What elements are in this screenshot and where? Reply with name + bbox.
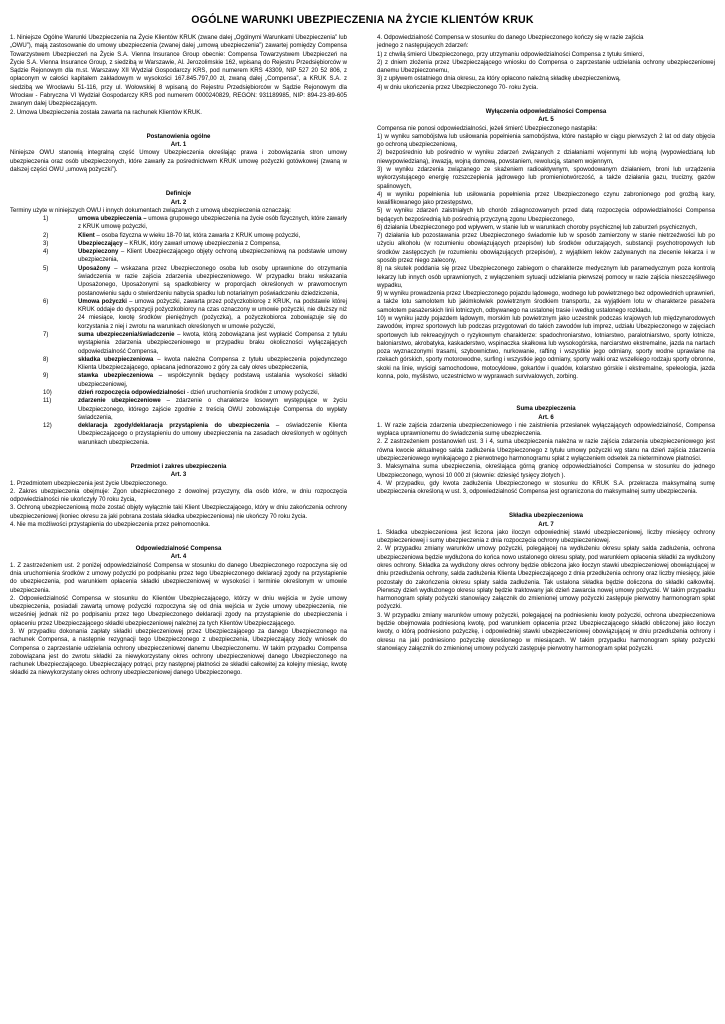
article-3-item: 1. Przedmiotem ubezpieczenia jest życie Ubezpieczonego. (10, 480, 168, 487)
definition-item: 4) Ubezpieczony – Klient Ubezpieczającego objęty ochroną ubezpieczeniową na podstawie umowy ubezpieczenia, (43, 249, 347, 264)
article-4-continued: 1) z chwilą śmierci Ubezpieczonego, przy utrzymaniu odpowiedzialności Compensa z tytułu śmierci, (377, 51, 645, 58)
article-7-label: Art. 7 (538, 521, 554, 528)
right-column (377, 34, 715, 653)
article-5-item: 2) bezpośrednio lub pośrednio w wyniku zdarzeń związanych z działaniami wojennymi lub wojną (wypowiedzianą lub niewypowiedzianą), inwazją, wojną domową, powstaniem, rewolucją, stanem wojennym, (377, 150, 715, 165)
document-title: OGÓLNE WARUNKI UBEZPIECZENIA NA ŻYCIE KLIENTÓW KRUK (191, 14, 534, 26)
article-4-label: Art. 4 (170, 554, 187, 561)
article-4-item: 3. W przypadku dokonania zapłaty składki ubezpieczeniowej przez Ubezpieczającego za danego Ubezpieczonego na rachunek Compensa, a następnie rezygnacji tego Ubezpieczonego z ubezpieczenia, Ubezpieczający złoży wniosek do Compensa o zaprzestanie udzielania ochrony ubezpieczeniowej danemu Ubezpieczonemu. W takim przypadku Compensa zobowiązana jest do zwrotu składki za niewykorzystany okres ochrony ubezpieczeniowej danego Ubezpieczonego na rachunek Ubezpieczającego. Ubezpieczający potrąci, przy następnej płatności ze składki całkowitej za kolejny miesiąc, kwotę składki za niewykorzystany okres ochrony ubezpieczeniowej danego Ubezpieczonego. (10, 629, 347, 677)
section-title-liability: Odpowiedzialność Compensa (135, 546, 222, 553)
article-3-item: 3. Ochroną ubezpieczeniową może zostać objęty wyłącznie taki Klient Ubezpieczającego, który w dniu zakończenia ochrony ubezpieczeniowej (koniec okresu za jaki pobrana została składka ubezpieczeniowa) nie ukończy 70 roku życia. (10, 505, 347, 520)
article-7-item: 3. W przypadku zmiany warunków umowy pożyczki, polegającej na podniesieniu kwoty pożyczki, ochrona ubezpieczeniowa będzie obejmowała podniesioną kwotę, pod warunkiem opłacenia przez Ubezpieczającego składki obliczonej jako iloczyn kwoty, o którą podniesiono pożyczkę, i odpowiedniej stawki ubezpieczeniowej obowiązującej w dniu przedłużenia ochrony i okresu na jaki podniesiono pożyczkę określonego w miesiącach. W takim przypadku harmonogram spłaty pożyczki stanowiący załącznik do zmienionej umowy pożyczki zastępuje pierwotny harmonogram spłat pożyczki. (377, 612, 715, 652)
article-6-item: 1. W razie zajścia zdarzenia ubezpieczeniowego i nie zaistnienia przesłanek wyłączających odpowiedzialność, Compensa wypłaca uprawnionemu do świadczenia sumę ubezpieczenia. (377, 422, 715, 438)
article-5-item: Compensa nie ponosi odpowiedzialności, jeżeli śmierć Ubezpieczonego nastąpiła: (377, 125, 598, 132)
section-title-general: Postanowienia ogólne (146, 133, 211, 140)
intro-paragraph-1: 1. Niniejsze Ogólne Warunki Ubezpieczenia na Życie Klientów KRUK (zwane dalej „Ogólnymi Warunkami Ubezpieczenia” lub „OWU”), mają zastosowanie do umowy ubezpieczenia (zwanej dalej „umową ubezpieczenia”) zawartej pomiędzy Compensa Towarzystwem Ubezpieczeń na Życie S.A. Vienna Insurance Group obecnie: Compensa Towarzystwem Ubezpieczeń na Życie S.A. Vienna Insurance Group, z siedzibą w Warszawie, Al. Jerozolimskie 162, wpisaną do Rejestru Przedsiębiorców w Sądzie Rejonowym dla m.st. Warszawy XII Wydział Gospodarczy KRS, pod numerem KRS 43309, NIP 527 20 52 806, z opłaconym w całości kapitałem zakładowym w wysokości 167.845.797,00 zł, zwaną dalej „Compensa”, a KRUK S.A. z siedzibą we Wrocławiu 51-116, przy ul. Wołowskiej 8 wpisaną do Rejestru Przedsiębiorców w Sądzie Rejonowym dla Wrocław - Fabryczna VI Wydział Gospodarczy KRS pod numerem 0000240829, REGON: 931189985, NIP: 894-23-89-605 zwanym dalej Ubezpieczającym. (10, 35, 347, 108)
article-7-item: 2. W przypadku zmiany warunków umowy pożyczki, polegającej na wydłużeniu okresu spłaty salda zadłużenia, ochrona ubezpieczeniowa będzie wydłużona do końca nowo ustalonego okresu spłaty, pod warunkiem opłacenia składki za wydłużony okres ochrony. Składka za wydłużony okres ochrony będzie obliczona jako iloczyn stawki ubezpieczeniowej obowiązującej w dniu przedłużenia ochrony, salda zadłużenia Klienta Ubezpieczającego z dnia przedłużenia ochrony oraz liczby miesięcy, jakie pozostały do zakończenia okresu spłaty salda zadłużenia. Tak ustalona składka będzie doliczona do składki całkowitej. Pierwszy dzień wydłużonego okresu spłaty będzie traktowany jak dzień zawarcia nowej umowy pożyczki. W takim przypadku harmonogram spłaty pożyczki stanowiący załącznik do zmienionej umowy pożyczki zastępuje pierwotny harmonogram spłat pożyczki. (377, 546, 715, 611)
article-4-continued: 3) z upływem ostatniego dnia okresu, za który opłacono należną składkę ubezpieczeniową, (377, 76, 621, 83)
definition-item: 10) dzień rozpoczęcia odpowiedzialności - dzień uruchomienia środków z umowy pożyczki, (43, 389, 320, 396)
definition-item: 12) deklaracja zgody/deklaracja przystąpienia do ubezpieczenia – oświadczenie Klienta Ubezpieczającego o przystąpieniu do umowy ubezpieczenia na zasadach określonych w ogólnych warunkach ubezpieczenia. (43, 423, 347, 446)
article-5-item: 4) w wyniku popełnienia lub usiłowania popełnienia przez Ubezpieczonego czynu zabronionego pod groźbą kary, kwalifikowanego jako przestępstwo, (377, 191, 715, 207)
article-2-label: Art. 2 (170, 199, 187, 206)
article-4-item: 2. Odpowiedzialność Compensa w stosunku do Klientów Ubezpieczającego, którzy w dniu wejścia w życie umowy ubezpieczenia, posiadali zawartą umowę pożyczki rozpoczyna się od dnia wejścia w życie umowy ubezpieczenia, nie wcześniej jednak niż po podpisaniu przez tego Ubezpieczonego deklaracji zgody na przystąpienie do ubezpieczenia i opłaceniu przez Ubezpieczającego składki ubezpieczeniowej należnej za tych Klientów Ubezpieczającego. (10, 595, 347, 627)
article-6-item: 4. W przypadku, gdy kwota zadłużenia Ubezpieczonego w stosunku do KRUK S.A. przekracza maksymalną sumę ubezpieczenia określoną w ust. 3, odpowiedzialność Compensa jest ograniczona do maksymalnej sumy ubezpieczenia. (377, 480, 715, 496)
article-5-item: 8) na skutek poddania się przez Ubezpieczonego zabiegom o charakterze medycznym lub paramedycznym poza kontrolą lekarzy lub innych osób uprawnionych, z wyłączeniem sytuacji udzielania pierwszej pomocy w razie zajścia nieszczęśliwego wypadku, (377, 266, 715, 289)
article-5-item: 1) w wyniku samobójstwa lub usiłowania popełnienia samobójstwa, które nastąpiło w ciągu pierwszych 2 lat od daty objęcia go ochroną ubezpieczeniową, (377, 133, 715, 149)
article-7-item: 1. Składka ubezpieczeniowa jest liczona jako iloczyn odpowiedniej stawki ubezpieczeniowej, liczby miesięcy ochrony ubezpieczeniowej i sumy ubezpieczenia z dnia rozpoczęcia ochrony ubezpieczeniowej. (377, 529, 715, 545)
definition-item: 5) Uposażony – wskazana przez Ubezpieczonego osoba lub osoby uprawnione do otrzymania świadczenia w razie zajścia zdarzenia ubezpieczeniowego. W przypadku braku wskazania Uposażonego, Uposażonymi są spadkobiercy w proporcjach określonych w prawomocnym postanowieniu sądu o stwierdzeniu nabycia spadku lub notarialnym poświadczeniu dziedziczenia, (43, 265, 347, 297)
article-4-continued: jednego z następujących zdarzeń: (377, 43, 469, 50)
article-5-item: 5) w wyniku zdarzeń zaistniałych lub chorób zdiagnozowanych przed datą rozpoczęcia odpowiedzialności Compensa będących bezpośrednią lub pośrednią przyczyną zgonu Ubezpieczonego, (377, 208, 715, 223)
article-4-continued: 2) z dniem złożenia przez Ubezpieczającego wniosku do Compensa o zaprzestanie udzielania ochrony ubezpieczeniowej danemu Ubezpieczonemu, (377, 59, 715, 75)
article-3-item: 2. Zakres ubezpieczenia obejmuje: Zgon ubezpieczonego z dowolnej przyczyny, dla osób które, w dniu rozpoczęcia odpowiedzialności nie ukończyły 70 roku życia, (10, 488, 347, 504)
section-title-exclusions: Wyłączenia odpowiedzialności Compensa (485, 108, 607, 115)
article-5-item: 6) działania Ubezpieczonego pod wpływem, w stanie lub w warunkach choroby psychicznej lub zaburzeń psychicznych, (377, 224, 697, 231)
article-5-item: 9) w wyniku prowadzenia przez Ubezpieczonego pojazdu lądowego, wodnego lub powietrznego bez odpowiednich uprawnień, a także lotu samolotem lub jakimkolwiek powietrznym środkiem transportu, za wyjątkiem lotu w charakterze pasażera samolotem pasażerskich linii lotniczych, odbywanego na ustalonej trasie i według ustalonego rozkładu, (377, 291, 715, 314)
article-5-item: 3) w wyniku zdarzenia związanego ze skażeniem radioaktywnym, spowodowanym działaniem, broni lub urządzenia wykorzystującego energię rozszczepienia jądrowego lub promieniotwórczość, a także działania gazu, trucizny, gazów spalinowych, (377, 166, 715, 190)
definition-item: 3) Ubezpieczający – KRUK, który zawarł umowę ubezpieczenia z Compensa, (43, 240, 281, 247)
definition-item: 8) składka ubezpieczeniowa – kwota należna Compensa z tytułu ubezpieczenia pojedynczego Klienta Ubezpieczającego, opłacana jednorazowo z góry za cały okres ubezpieczenia, (43, 356, 347, 372)
definition-item: 1) umowa ubezpieczenia – umowa grupowego ubezpieczenia na życie osób fizycznych, które zawarły z KRUK umowę pożyczki, (43, 216, 347, 231)
article-6-item: 3. Maksymalna suma ubezpieczenia, określająca górną granicę odpowiedzialności Compensa w stosunku do jednego Ubezpieczonego, wynosi 10 000 zł (słownie: dziesięć tysięcy złotych ). (377, 464, 715, 479)
section-title-definitions: Definicje (165, 191, 192, 198)
article-3-item: 4. Nie ma możliwości przystąpienia do ubezpieczenia przez pełnomocnika. (10, 521, 210, 528)
article-3-label: Art. 3 (170, 472, 187, 479)
definitions-lead: Terminy użyte w niniejszych OWU i innych dokumentach związanych z umową ubezpieczenia oznaczają: (10, 207, 291, 214)
article-4-item: 1. Z zastrzeżeniem ust. 2 poniżej odpowiedzialność Compensa w stosunku do danego Ubezpieczonego rozpoczyna się od dnia uruchomienia środków z umowy pożyczki po podpisaniu przez tego Ubezpieczonego deklaracji zgody na przystąpienie do ubezpieczenia, pod warunkiem opłacenia składki ubezpieczeniowej w wysokości i terminie określonym w umowie ubezpieczenia. (10, 562, 347, 594)
article-5-item: 7) działania lub pozostawania przez Ubezpieczonego świadomie lub w sposób zamierzony w stanie nietrzeźwości lub po użyciu alkoholu (w rozumieniu obowiązujących przepisów) lub środków odurzających, substancji psychotropowych lub środków zastępczych (w rozumieniu obowiązujących przepisów), z wyjątkiem leków zażywanych na zlecenie lekarza i w sposób przez niego zalecony, (377, 233, 715, 265)
definitions-list (10, 215, 347, 447)
definition-item: 6) Umowa pożyczki – umowa pożyczki, zawarta przez pożyczkobiorcę z KRUK, na podstawie której KRUK oddaje do dyspozycji pożyczkobiorcy na czas oznaczony w umowie pożyczki, nie dłuższy niż 24 miesiące, kwotę środków pieniężnych (pożyczka), a pożyczkobiorca zobowiązuje się do korzystania z niej i zwrotu na warunkach określonych w umowie pożyczki, (43, 298, 347, 330)
definition-item: 9) stawka ubezpieczeniowa – współczynnik będący podstawą ustalania wysokości składki ubezpieczeniowej, (43, 373, 347, 388)
article-6-label: Art. 6 (538, 414, 554, 421)
article-4-continued: 4. Odpowiedzialność Compensa w stosunku do danego Ubezpieczonego kończy się w razie zajścia (377, 35, 644, 41)
section-title-premium: Składka ubezpieczeniowa (509, 513, 583, 520)
article-6-item: 2. Z zastrzeżeniem postanowień ust. 3 i 4, suma ubezpieczenia należna w razie zajścia zdarzenia ubezpieczeniowego jest równa kwocie aktualnego salda zadłużenia Ubezpieczonego z tytułu umowy pożyczki wg stanu na dzień zajścia zdarzenia ubezpieczeniowego wynikającego z pierwotnego harmonogramu spłat z wyłączeniem odsetek za nieterminowe płatności. (377, 439, 715, 462)
definition-item: 11) zdarzenie ubezpieczeniowe – zdarzenie o charakterze losowym występujące w życiu Ubezpieczonego, którego zajście zgodnie z treścią OWU zobowiązuje Compensa do wypłaty świadczenia, (43, 398, 347, 421)
article-4-continued: 4) w dniu ukończenia przez Ubezpieczonego 70- roku życia. (377, 84, 539, 91)
article-5-item: 10) w wyniku jazdy pojazdem lądowym, morskim lub powietrznym jako uczestnik podczas krajowych lub międzynarodowych zawodów, imprez sportowych lub podczas przygotowań do takich zawodów lub imprez, udziału Ubezpieczonego w zajęciach sportowych lub rekreacyjnych o ryzykownym charakterze: spadochroniarstwo, lotniarstwo, paralotniarstwo, sporty lotnicze, baloniarstwo, akrobatyka, kaskaderstwo, wspinaczka skałkowa lub wysokogórska, narciarstwo ekstremalne, jazda na nartach poza wyznaczonymi trasami, szybownictwo, nurkowanie, rafting i wszystkie jego odmiany, sporty wodne uprawiane na rzekach górskich, sporty motorowodne, surfing i wszystkie jego odmiany, sporty walki oraz wszelkiego rodzaju sporty obronne, skoki na linie, wyścigi samochodowe, motocyklowe, gokartów i quadów, kolarstwo górskie i ekstremalne, speleologia, jazda konna, polo, myślistwo, uczestnictwo w wyprawach survivalowych, zorbing. (377, 316, 715, 380)
definition-item: 7) suma ubezpieczenia/świadczenie – kwota, którą zobowiązana jest wypłacić Compensa z tytułu wystąpienia zdarzenia ubezpieczeniowego w przypadku braku okoliczności wyłączających odpowiedzialność Compensa, (43, 332, 347, 355)
left-column (10, 34, 347, 678)
article-1-text: Niniejsze OWU stanowią integralną część Umowy Ubezpieczenia określając prawa i zobowiązania stron umowy ubezpieczenia oraz osób ubezpieczonych, które zawarły za pośrednictwem KRUK umowę pożyczki gotówkowej (zwaną w dalszej części OWU „umową pożyczki”). (10, 150, 347, 173)
article-1-label: Art. 1 (170, 142, 187, 149)
definition-item: 2) Klient – osoba fizyczna w wieku 18-70 lat, która zawarła z KRUK umowę pożyczki, (43, 232, 301, 239)
article-5-label: Art. 5 (538, 117, 554, 124)
section-title-sum-insured: Suma ubezpieczenia (516, 406, 576, 413)
section-title-scope: Przedmiot i zakres ubezpieczenia (130, 463, 227, 470)
intro-paragraph-2: 2. Umowa Ubezpieczenia została zawarta na rachunek Klientów KRUK. (10, 109, 202, 116)
